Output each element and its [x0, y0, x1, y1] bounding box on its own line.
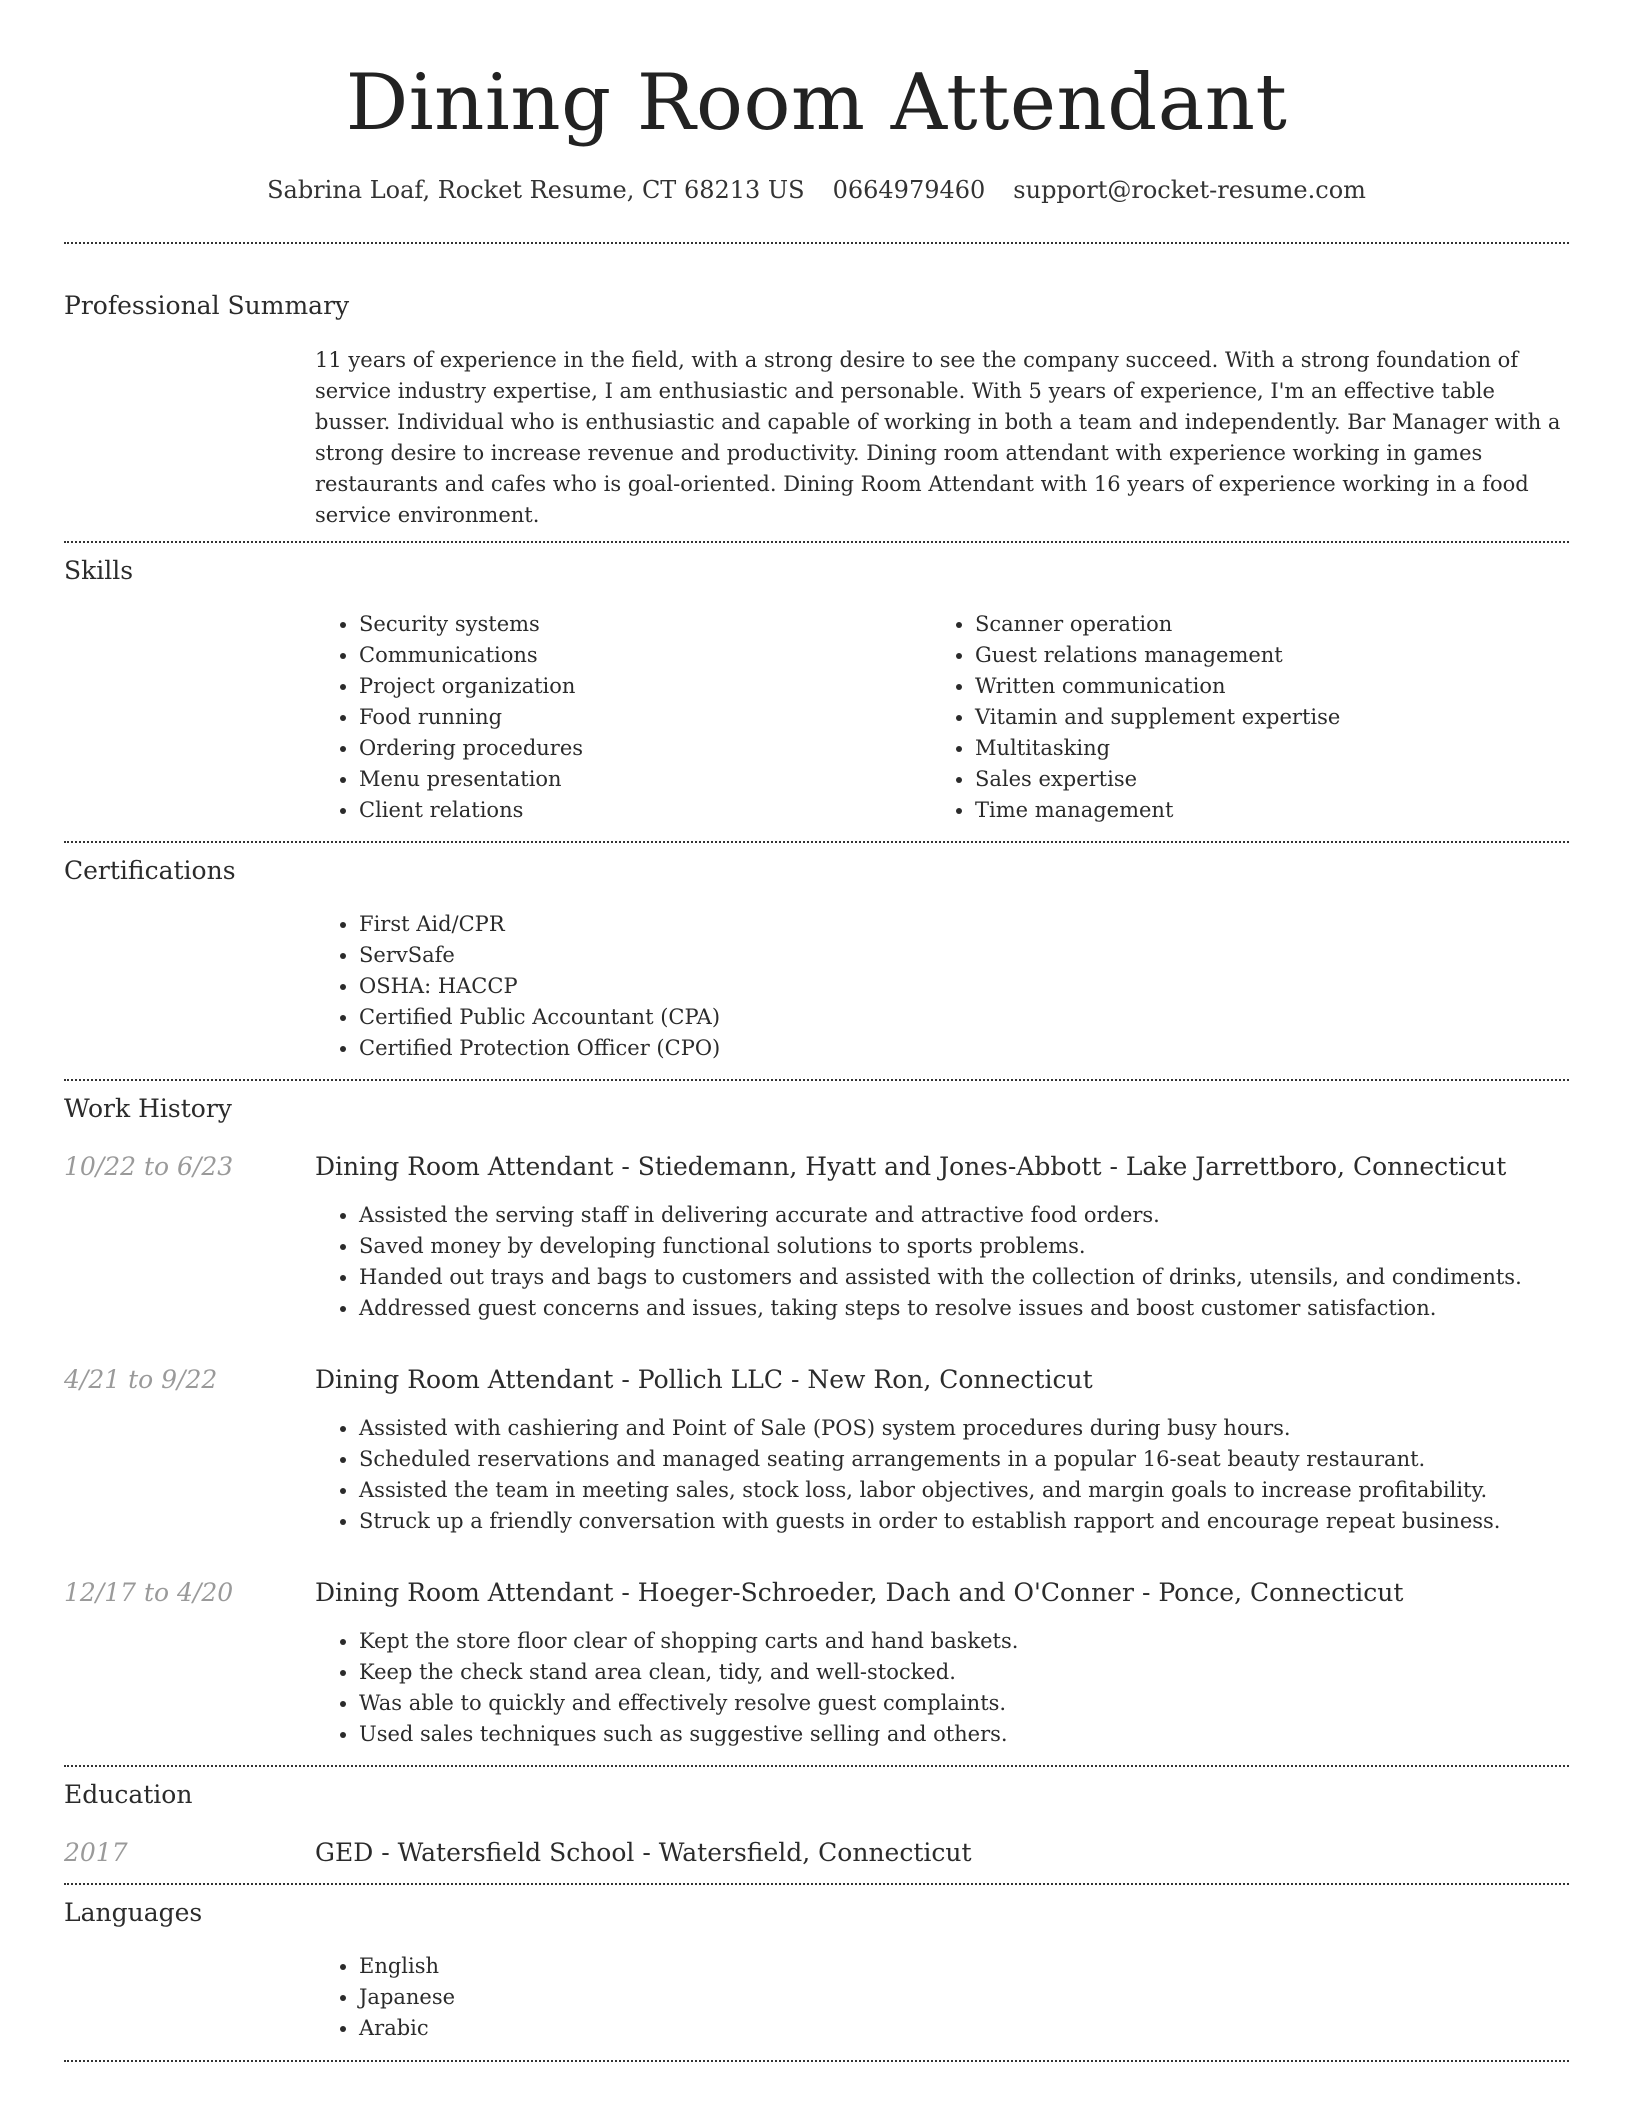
job-title: Dining Room Attendant - Stiedemann, Hyatt and Jones-Abbott - Lake Jarrettboro, Connecticut [315, 1152, 1507, 1181]
certification-item: • Certified Protection Officer (CPO) [359, 1033, 1569, 1064]
certifications-section [64, 843, 1569, 1079]
education-school: Watersfield School [397, 1838, 635, 1867]
job-header [64, 1151, 1569, 1183]
skill-item: • Security systems [359, 609, 931, 640]
skill-item: • Client relations [359, 795, 931, 826]
contact-email: support@rocket-resume.com [1013, 176, 1366, 204]
job-duties [315, 1200, 1569, 1324]
contact-address: Sabrina Loaf, Rocket Resume, CT 68213 US [267, 176, 805, 204]
certifications-content [315, 909, 1569, 1064]
education-entry [64, 1837, 1569, 1869]
job-duty-item: • Assisted the serving staff in delivering accurate and attractive food orders. [359, 1200, 1569, 1231]
certification-item: • First Aid/CPR [359, 909, 1569, 940]
summary-content [315, 345, 1569, 531]
divider [64, 2060, 1569, 2062]
job-dates: 12/17 to 4/20 [64, 1578, 234, 1607]
job-duty-item: • Struck up a friendly conversation with guests in order to establish rapport and encourage repeat business. [359, 1506, 1569, 1537]
certification-item: • ServSafe [359, 940, 1569, 971]
summary-text: 11 years of experience in the field, with a strong desire to see the company succeed. With a strong foundation of service industry expertise, I am enthusiastic and personable. With 5 years of experience, I'm an effective table busser. Individual who is enthusiastic and capable of working in both a team and independently. Bar Manager with a strong desire to increase revenue and productivity. Dining room attendant with experience working in games restaurants and cafes who is goal-oriented. Dining Room Attendant with 16 years of experience working in a food service environment. [315, 348, 1561, 527]
certification-item: • Certified Public Accountant (CPA) [359, 1002, 1569, 1033]
education-location: Watersfield, Connecticut [658, 1838, 972, 1867]
job-title: Dining Room Attendant - Hoeger-Schroeder, Dach and O'Conner - Ponce, Connecticut [315, 1578, 1404, 1607]
skill-item: • Vitamin and supplement expertise [975, 702, 1547, 733]
contact-line [64, 174, 1569, 206]
job-location: Ponce, Connecticut [1158, 1578, 1404, 1607]
resume-title: Dining Room Attendant [345, 58, 1288, 148]
skill-item: • Communications [359, 640, 931, 671]
section-title-certifications: Certifications [64, 856, 236, 885]
skill-item: • Food running [359, 702, 931, 733]
job-duty-item: • Keep the check stand area clean, tidy, and well-stocked. [359, 1657, 1569, 1688]
skills-column-right [931, 609, 1547, 826]
job-duty-item: • Assisted the team in meeting sales, stock loss, labor objectives, and margin goals to increase profitability. [359, 1475, 1569, 1506]
job-title: Dining Room Attendant - Pollich LLC - New Ron, Connecticut [315, 1365, 1093, 1394]
job-location: Lake Jarrettboro, Connecticut [1125, 1152, 1507, 1181]
job-duties [315, 1413, 1569, 1537]
section-title-work-history: Work History [64, 1094, 232, 1123]
job-duty-item: • Used sales techniques such as suggestive selling and others. [359, 1719, 1569, 1750]
education-degree: GED [315, 1838, 374, 1867]
job-duty-item: • Assisted with cashiering and Point of Sale (POS) system procedures during busy hours. [359, 1413, 1569, 1444]
job-role: Dining Room Attendant [315, 1578, 614, 1607]
job-employer: Hoeger-Schroeder, Dach and O'Conner [637, 1578, 1134, 1607]
skills-content [315, 609, 1569, 826]
job-duties [315, 1626, 1569, 1750]
job-duty-item: • Was able to quickly and effectively resolve guest complaints. [359, 1688, 1569, 1719]
skill-item: • Project organization [359, 671, 931, 702]
languages-content [315, 1951, 1569, 2044]
contact-phone: 0664979460 [832, 176, 986, 204]
job-location: New Ron, Connecticut [807, 1365, 1093, 1394]
skill-item: • Multitasking [975, 733, 1547, 764]
section-title-education: Education [64, 1780, 193, 1809]
job-entry [64, 1151, 1569, 1324]
skill-item: • Scanner operation [975, 609, 1547, 640]
job-dates: 10/22 to 6/23 [64, 1152, 234, 1181]
education-section [64, 1767, 1569, 1883]
job-dates: 4/21 to 9/22 [64, 1365, 218, 1394]
job-employer: Pollich LLC [637, 1365, 784, 1394]
work-history-section [64, 1081, 1569, 1765]
skill-item: • Guest relations management [975, 640, 1547, 671]
skill-item: • Time management [975, 795, 1547, 826]
skills-column-left [315, 609, 931, 826]
job-duty-item: • Addressed guest concerns and issues, taking steps to resolve issues and boost customer satisfaction. [359, 1293, 1569, 1324]
skill-item: • Sales expertise [975, 764, 1547, 795]
certification-item: • OSHA: HACCP [359, 971, 1569, 1002]
summary-section [64, 244, 1569, 541]
section-title-skills: Skills [64, 556, 134, 585]
education-year: 2017 [64, 1838, 128, 1867]
job-duty-item: • Kept the store floor clear of shopping carts and hand baskets. [359, 1626, 1569, 1657]
job-role: Dining Room Attendant [315, 1365, 614, 1394]
section-title-summary: Professional Summary [64, 291, 350, 320]
job-role: Dining Room Attendant [315, 1152, 614, 1181]
education-title: GED - Watersfield School - Watersfield, Connecticut [315, 1838, 972, 1867]
languages-section [64, 1885, 1569, 2060]
job-employer: Stiedemann, Hyatt and Jones-Abbott [637, 1152, 1102, 1181]
language-item: • English [359, 1951, 1569, 1982]
job-duty-item: • Saved money by developing functional solutions to sports problems. [359, 1231, 1569, 1262]
job-duty-item: • Handed out trays and bags to customers and assisted with the collection of drinks, utensils, and condiments. [359, 1262, 1569, 1293]
job-entry [64, 1577, 1569, 1750]
language-item: • Japanese [359, 1982, 1569, 2013]
resume-page [64, 0, 1569, 2062]
section-title-languages: Languages [64, 1898, 203, 1927]
skill-item: • Menu presentation [359, 764, 931, 795]
job-entry [64, 1364, 1569, 1537]
job-header [64, 1577, 1569, 1609]
job-duty-item: • Scheduled reservations and managed seating arrangements in a popular 16-seat beauty restaurant. [359, 1444, 1569, 1475]
job-header [64, 1364, 1569, 1396]
skill-item: • Written communication [975, 671, 1547, 702]
language-item: • Arabic [359, 2013, 1569, 2044]
skill-item: • Ordering procedures [359, 733, 931, 764]
skills-section [64, 543, 1569, 841]
